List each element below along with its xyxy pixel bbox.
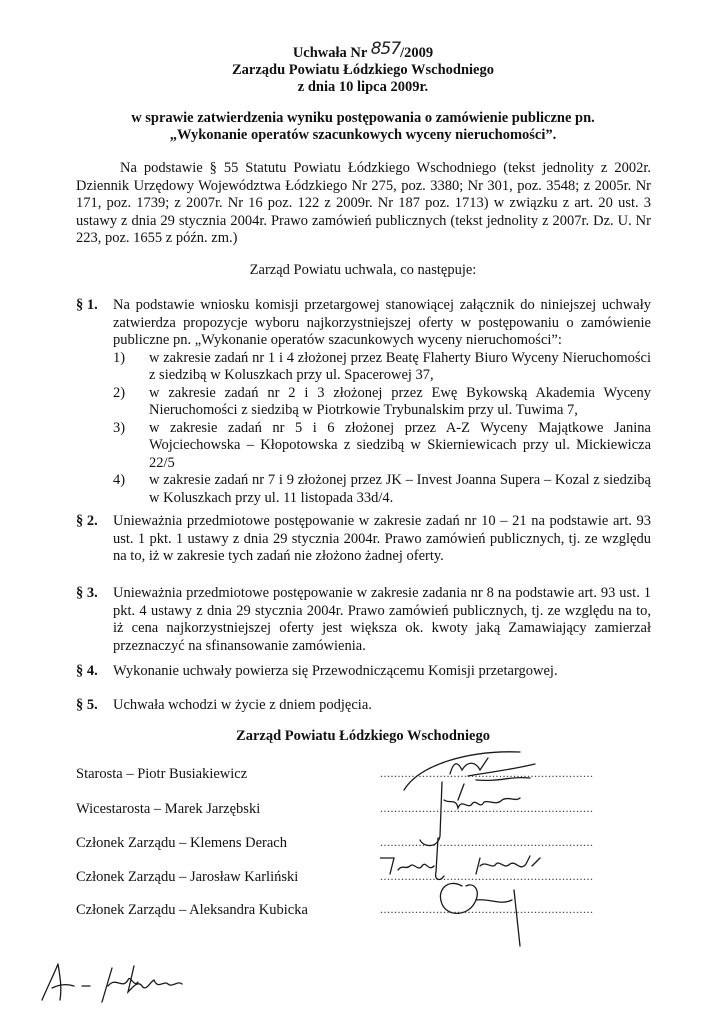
list-item	[113, 420, 651, 473]
resolution-date: z dnia 10 lipca 2009r.	[297, 79, 429, 95]
title-prefix: Uchwała Nr	[292, 45, 371, 61]
subject-line-2: „Wykonanie operatów szacunkowych wyceny nieruchomości”.	[169, 127, 557, 143]
section-2	[76, 513, 651, 566]
section-4	[76, 663, 651, 681]
signature-line: .............................................................	[380, 766, 594, 780]
section-5	[76, 697, 651, 715]
section-number: § 1.	[76, 297, 98, 313]
section-number: § 2.	[76, 513, 98, 529]
item-number: 3)	[113, 419, 126, 436]
legal-basis-text: Na podstawie § 55 Statutu Powiatu Łódzkiego Wschodniego (tekst jednolity z 2002r. Dziennik Urzędowy Województwa Łódzkiego Nr 275, poz. 3380; Nr 301, poz. 3548; z 2005r. Nr 171, poz. 1739; z 2007r. Nr 16 poz. 122 z 2009r. Nr 187 poz. 1713) w związku z art. 20 ust. 3 ustawy z dnia 29 stycznia 2004r. Prawo zamówień publicznych (tekst jednolity z 2007r. Dz. U. Nr 223, poz. 1655 z późn. zm.)	[76, 160, 651, 246]
item-number: 1)	[113, 349, 126, 366]
item-text: w zakresie zadań nr 2 i 3 złożonej przez Ewę Bykowską Akademia Wyceny Nieruchomości z siedzibą w Piotrkowie Trybunalskim przy ul. Tuwima 7,	[149, 384, 651, 418]
item-text: w zakresie zadań nr 5 i 6 złożonej przez A-Z Wyceny Majątkowe Janina Wojciechowska – Kłopotowska z siedzibą w Skierniewicach przy ul. Mickiewicza 22/5	[149, 419, 651, 471]
legal-basis	[76, 160, 651, 248]
initials-signature	[30, 950, 220, 1010]
resolution-title	[0, 39, 726, 62]
section-number: § 5.	[76, 697, 98, 713]
signatory-name: Wicestarosta – Marek Jarzębski	[76, 801, 261, 817]
signature-kubicka	[440, 883, 520, 946]
board-signatures	[380, 740, 560, 950]
signature-line: .............................................................	[380, 835, 594, 849]
signature-line: .............................................................	[380, 902, 594, 916]
resolution-subject	[0, 110, 726, 144]
signature-line: .............................................................	[380, 801, 594, 815]
title-suffix: /2009	[400, 45, 434, 61]
section-1	[76, 297, 651, 507]
section-number: § 3.	[76, 585, 98, 601]
signature-karlinski	[380, 856, 540, 874]
list-item	[113, 472, 651, 507]
signatory-name: Członek Zarządu – Aleksandra Kubicka	[76, 902, 308, 918]
signature-jarzebski	[420, 782, 520, 846]
handwritten-number: 857	[370, 39, 401, 59]
signature-line: .............................................................	[380, 869, 594, 883]
list-item	[113, 350, 651, 385]
board-title: Zarząd Powiatu Łódzkiego Wschodniego	[236, 728, 490, 744]
section-2-text: Unieważnia przedmiotowe postępowanie w zakresie zadań nr 10 – 21 na podstawie art. 93 ust. 1 pkt. 1 ustawy z dnia 29 stycznia 2004r. Prawo zamówień publicznych, tj. ze względu na to, iż w zakresie tych zadań nie złożono żadnej oferty.	[113, 513, 651, 564]
section-3-text: Unieważnia przedmiotowe postępowanie w zakresie zadania nr 8 na podstawie art. 93 ust. 1 pkt. 4 ustawy z dnia 29 stycznia 2004r. Prawo zamówień publicznych, tj. ze względu na to, iż cena najkorzystniejszej oferty jest większa ok. kwoty jaką Zamawiający zamierzał przeznaczyć na sfinansowanie zamówienia.	[113, 585, 651, 654]
awarded-offers-list	[113, 350, 651, 508]
issuing-body: Zarządu Powiatu Łódzkiego Wschodniego	[232, 62, 494, 78]
resolution-header	[0, 39, 726, 96]
signatory-name: Członek Zarządu – Jarosław Karliński	[76, 869, 299, 885]
signatory-name: Członek Zarządu – Klemens Derach	[76, 835, 287, 851]
signatory-name: Starosta – Piotr Busiakiewicz	[76, 766, 248, 782]
section-3	[76, 585, 651, 655]
list-item	[113, 385, 651, 420]
signature-busiakiewicz	[404, 752, 535, 790]
item-number: 4)	[113, 472, 126, 488]
subject-line-1: w sprawie zatwierdzenia wyniku postępowania o zamówienie publiczne pn.	[131, 110, 595, 126]
item-text: w zakresie zadań nr 1 i 4 złożonej przez Beatę Flaherty Biuro Wyceny Nieruchomości z siedzibą w Koluszkach przy ul. Spacerowej 37,	[149, 349, 651, 383]
section-1-intro: Na podstawie wniosku komisji przetargowej stanowiącej załącznik do niniejszej uchwały zatwierdza propozycje wyboru najkorzystniejszej oferty w postępowaniu o zamówienie publiczne pn. „Wykonanie operatów szacunkowych wyceny nieruchomości”:	[113, 297, 651, 348]
section-5-text: Uchwała wchodzi w życie z dniem podjęcia.	[113, 697, 372, 713]
section-number: § 4.	[76, 663, 98, 679]
resolves-statement: Zarząd Powiatu uchwala, co następuje:	[249, 262, 477, 278]
signature-derach	[436, 838, 444, 879]
item-text: w zakresie zadań nr 7 i 9 złożonej przez JK – Invest Joanna Supera – Kozal z siedzibą w Koluszkach przy ul. 11 listopada 33d/4.	[149, 472, 651, 506]
item-number: 2)	[113, 384, 126, 401]
section-4-text: Wykonanie uchwały powierza się Przewodniczącemu Komisji przetargowej.	[113, 663, 558, 679]
